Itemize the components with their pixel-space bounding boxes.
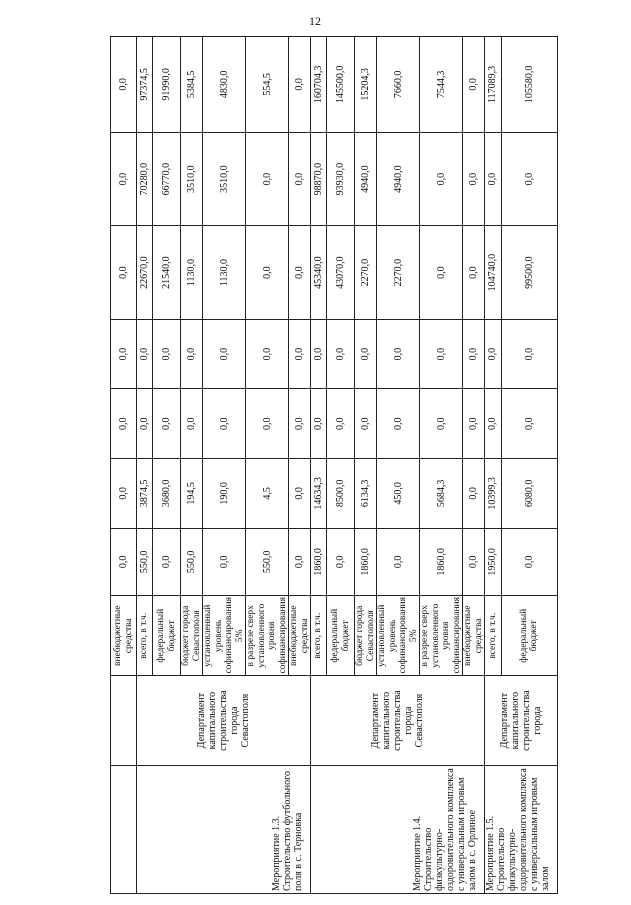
value-cell: 2270,0 — [377, 226, 420, 320]
value-cell: 105580,0 — [501, 37, 557, 133]
value-cell: 0,0 — [420, 132, 463, 226]
value-cell: 10399,3 — [485, 459, 502, 529]
value-cell: 6080,0 — [501, 459, 557, 529]
value-cell: 0,0 — [485, 389, 502, 459]
funding-source-cell: бюджет города Севастополя — [181, 596, 203, 676]
value-cell: 0,0 — [463, 37, 485, 133]
value-cell: 0,0 — [203, 319, 246, 389]
value-cell: 4830,0 — [203, 37, 246, 133]
department-cell: Департамент капитального строительства города — [485, 676, 558, 765]
value-cell: 6134,3 — [355, 459, 377, 529]
value-cell: 0,0 — [463, 528, 485, 595]
value-cell: 1860,0 — [355, 528, 377, 595]
value-cell: 0,0 — [327, 528, 355, 595]
value-cell: 45340,0 — [311, 226, 327, 320]
value-cell: 0,0 — [246, 389, 289, 459]
value-cell: 0,0 — [111, 226, 137, 320]
value-cell: 0,0 — [111, 132, 137, 226]
department-cell: Департамент капитального строительства города Севастополя — [137, 676, 311, 765]
value-cell: 0,0 — [153, 319, 181, 389]
value-cell: 0,0 — [377, 319, 420, 389]
table-row — [111, 37, 137, 894]
funding-source-cell: всего, в т.ч. — [137, 596, 153, 676]
value-cell: 550,0 — [181, 528, 203, 595]
table-body — [111, 37, 558, 894]
funding-source-cell: установленный уровень софинансирования 5% — [203, 596, 246, 676]
value-cell: 3510,0 — [203, 132, 246, 226]
value-cell: 0,0 — [111, 459, 137, 529]
value-cell: 1860,0 — [311, 528, 327, 595]
value-cell: 194,5 — [181, 459, 203, 529]
funding-source-cell: федеральный бюджет — [327, 596, 355, 676]
funding-source-cell: бюджет города Севастополя — [355, 596, 377, 676]
department-cell-empty — [111, 676, 137, 765]
value-cell: 7660,0 — [377, 37, 420, 133]
value-cell: 1860,0 — [420, 528, 463, 595]
value-cell: 0,0 — [289, 528, 311, 595]
value-cell: 0,0 — [355, 319, 377, 389]
value-cell: 0,0 — [289, 459, 311, 529]
value-cell: 22670,0 — [137, 226, 153, 320]
value-cell: 0,0 — [203, 389, 246, 459]
value-cell: 5684,3 — [420, 459, 463, 529]
funding-source-cell: федеральный бюджет — [501, 596, 557, 676]
value-cell: 0,0 — [485, 132, 502, 226]
value-cell: 0,0 — [327, 319, 355, 389]
value-cell: 66770,0 — [153, 132, 181, 226]
value-cell: 0,0 — [501, 319, 557, 389]
funding-source-cell: установленный уровень софинансирования 5% — [377, 596, 420, 676]
value-cell: 21540,0 — [153, 226, 181, 320]
value-cell: 0,0 — [289, 389, 311, 459]
funding-source-cell: в разрезе сверх установленного уровня софинансирования — [420, 596, 463, 676]
funding-source-cell: всего, в т.ч. — [485, 596, 502, 676]
value-cell: 190,0 — [203, 459, 246, 529]
value-cell: 0,0 — [377, 389, 420, 459]
value-cell: 0,0 — [153, 528, 181, 595]
value-cell: 0,0 — [289, 319, 311, 389]
value-cell: 0,0 — [203, 528, 246, 595]
value-cell: 4940,0 — [377, 132, 420, 226]
value-cell: 0,0 — [289, 226, 311, 320]
value-cell: 0,0 — [289, 132, 311, 226]
value-cell: 1950,0 — [485, 528, 502, 595]
value-cell: 0,0 — [485, 319, 502, 389]
value-cell: 0,0 — [181, 319, 203, 389]
value-cell: 117089,3 — [485, 37, 502, 133]
value-cell: 0,0 — [246, 226, 289, 320]
value-cell: 0,0 — [463, 459, 485, 529]
value-cell: 0,0 — [420, 226, 463, 320]
event-name-cell: Мероприятие 1.5. Строительство физкультурно-оздоровительного комплекса с универсальным игровым залом — [485, 765, 558, 893]
event-cell-empty — [111, 765, 137, 893]
value-cell: 550,0 — [137, 528, 153, 595]
table-row — [485, 37, 502, 894]
page-number: 12 — [309, 14, 321, 28]
value-cell: 5384,5 — [181, 37, 203, 133]
value-cell: 0,0 — [420, 389, 463, 459]
value-cell: 0,0 — [420, 319, 463, 389]
value-cell: 0,0 — [246, 132, 289, 226]
value-cell: 15204,3 — [355, 37, 377, 133]
funding-source-cell: внебюджетные средства — [289, 596, 311, 676]
value-cell: 1130,0 — [203, 226, 246, 320]
value-cell: 3510,0 — [181, 132, 203, 226]
funding-source-cell: внебюджетные средства — [463, 596, 485, 676]
value-cell: 0,0 — [377, 528, 420, 595]
value-cell: 93930,0 — [327, 132, 355, 226]
value-cell: 0,0 — [463, 132, 485, 226]
value-cell: 1130,0 — [181, 226, 203, 320]
value-cell: 0,0 — [181, 389, 203, 459]
value-cell: 4,5 — [246, 459, 289, 529]
funding-source-cell: внебюджетные средства — [111, 596, 137, 676]
value-cell: 0,0 — [311, 389, 327, 459]
value-cell: 0,0 — [463, 389, 485, 459]
value-cell: 0,0 — [311, 319, 327, 389]
value-cell: 97374,5 — [137, 37, 153, 133]
value-cell: 0,0 — [501, 528, 557, 595]
funding-source-cell: всего, в т.ч. — [311, 596, 327, 676]
value-cell: 145500,0 — [327, 37, 355, 133]
value-cell: 43070,0 — [327, 226, 355, 320]
value-cell: 554,5 — [246, 37, 289, 133]
table-row — [311, 37, 327, 894]
department-cell: Департамент капитального строительства города Севастополя — [311, 676, 485, 765]
value-cell: 70280,0 — [137, 132, 153, 226]
value-cell: 0,0 — [289, 37, 311, 133]
value-cell: 14634,3 — [311, 459, 327, 529]
event-name-cell: Мероприятие 1.4. Строительство физкультурно-оздоровительного комплекса с универсальным игровым залом в с. Орлиное — [311, 765, 485, 893]
value-cell: 0,0 — [355, 389, 377, 459]
funding-source-cell: в разрезе сверх установленного уровня софинансирования — [246, 596, 289, 676]
value-cell: 0,0 — [463, 226, 485, 320]
value-cell: 0,0 — [111, 528, 137, 595]
event-name-cell: Мероприятие 1.3. Строительство футбольного поля в с. Терновка — [137, 765, 311, 893]
value-cell: 7544,3 — [420, 37, 463, 133]
value-cell: 0,0 — [153, 389, 181, 459]
value-cell: 99500,0 — [501, 226, 557, 320]
budget-table — [110, 36, 558, 894]
value-cell: 104740,0 — [485, 226, 502, 320]
rotated-content — [110, 36, 550, 894]
value-cell: 4940,0 — [355, 132, 377, 226]
value-cell: 0,0 — [501, 132, 557, 226]
value-cell: 0,0 — [501, 389, 557, 459]
value-cell: 160704,3 — [311, 37, 327, 133]
value-cell: 550,0 — [246, 528, 289, 595]
value-cell: 8500,0 — [327, 459, 355, 529]
table-row — [137, 37, 153, 894]
value-cell: 0,0 — [246, 319, 289, 389]
value-cell: 450,0 — [377, 459, 420, 529]
value-cell: 91990,0 — [153, 37, 181, 133]
value-cell: 0,0 — [327, 389, 355, 459]
value-cell: 0,0 — [463, 319, 485, 389]
value-cell: 0,0 — [137, 319, 153, 389]
value-cell: 3680,0 — [153, 459, 181, 529]
value-cell: 0,0 — [137, 389, 153, 459]
value-cell: 0,0 — [111, 319, 137, 389]
value-cell: 0,0 — [111, 37, 137, 133]
value-cell: 2270,0 — [355, 226, 377, 320]
funding-source-cell: федеральный бюджет — [153, 596, 181, 676]
value-cell: 0,0 — [111, 389, 137, 459]
value-cell: 3874,5 — [137, 459, 153, 529]
rotated-table-frame — [110, 36, 550, 894]
value-cell: 98870,0 — [311, 132, 327, 226]
